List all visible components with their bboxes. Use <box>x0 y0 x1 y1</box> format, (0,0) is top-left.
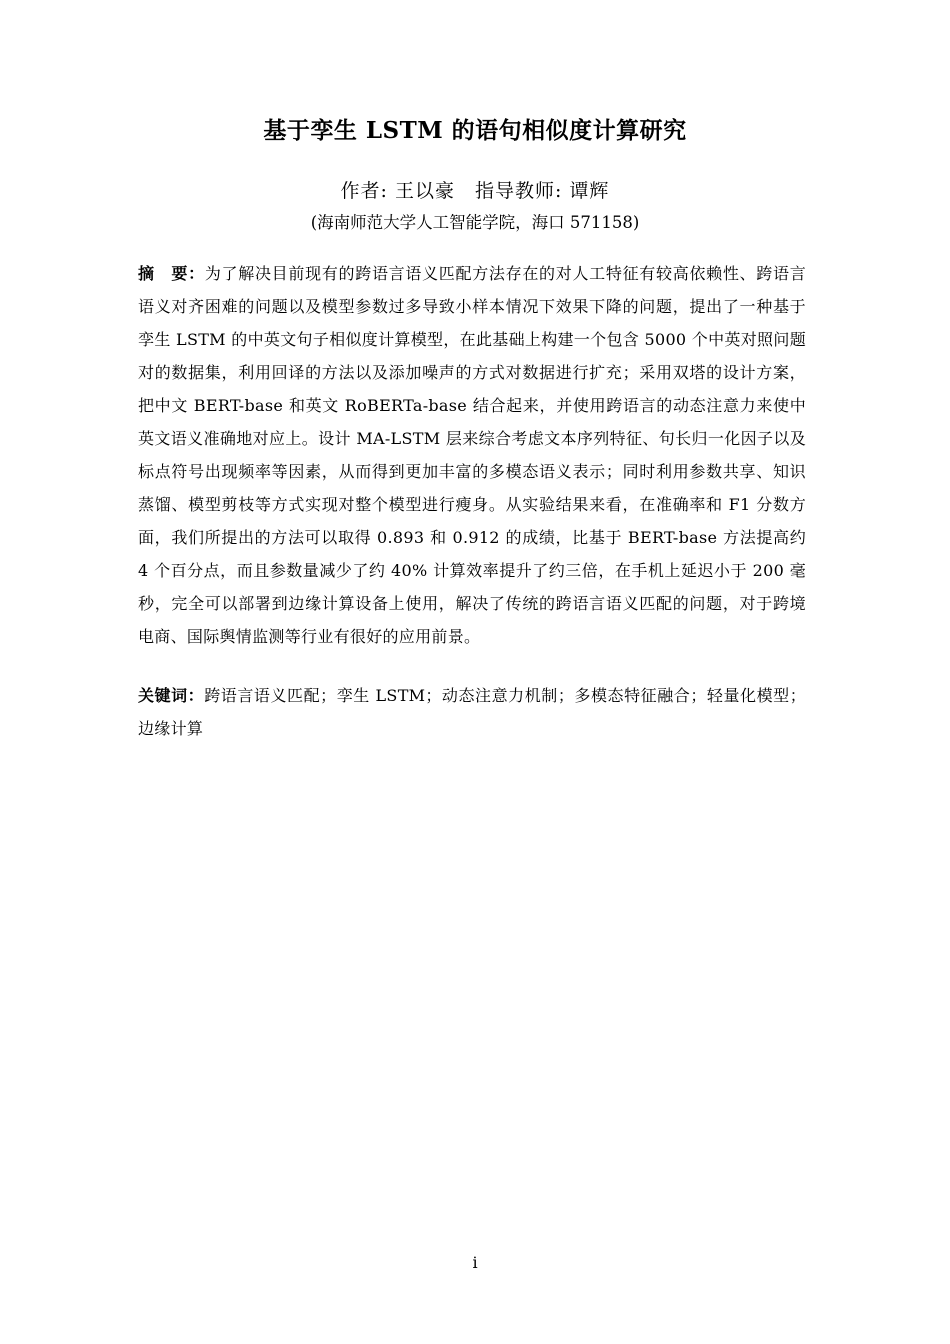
abstract-block <box>138 257 806 653</box>
affiliation-line: (海南师范大学人工智能学院，海口 571158) <box>310 213 640 232</box>
abstract-label: 摘 要： <box>138 264 205 283</box>
keywords-block <box>138 679 806 745</box>
author-line: 作者: 王以豪 指导教师: 谭辉 <box>340 180 610 202</box>
page-number: i <box>472 1253 478 1272</box>
keywords-label: 关键词： <box>138 686 205 705</box>
abstract-text: 为了解决目前现有的跨语言语义匹配方法存在的对人工特征有较高依赖性、跨语言语义对齐困难的问题以及模型参数过多导致小样本情况下效果下降的问题，提出了一种基于孪生 LSTM 的中英文句子相似度计算模型，在此基础上构建一个包含 5000 个中英对照问题对的数据集，利用回译的方法以及添加噪声的方式对数据进行扩充；采用双塔的设计方案，把中文 BERT-base 和英文 RoBERTa-base 结合起来，并使用跨语言的动态注意力来使中英文语义准确地对应上。设计 MA-LSTM 层来综合考虑文本序列特征、句长归一化因子以及标点符号出现频率等因素，从而得到更加丰富的多模态语义表示；同时利用参数共享、知识蒸馏、模型剪枝等方式实现对整个模型进行瘦身。从实验结果来看，在准确率和 F1 分数方面，我们所提出的方法可以取得 0.893 和 0.912 的成绩，比基于 BERT-base 方法提高约 4 个百分点，而且参数量减少了约 40% 计算效率提升了约三倍，在手机上延迟小于 200 毫秒，完全可以部署到边缘计算设备上使用，解决了传统的跨语言语义匹配的问题，对于跨境电商、国际舆情监测等行业有很好的应用前景。 <box>138 264 806 646</box>
paper-title: 基于孪生 LSTM 的语句相似度计算研究 <box>263 117 687 144</box>
keywords-text: 跨语言语义匹配；孪生 LSTM；动态注意力机制；多模态特征融合；轻量化模型；边缘计算 <box>138 686 806 738</box>
